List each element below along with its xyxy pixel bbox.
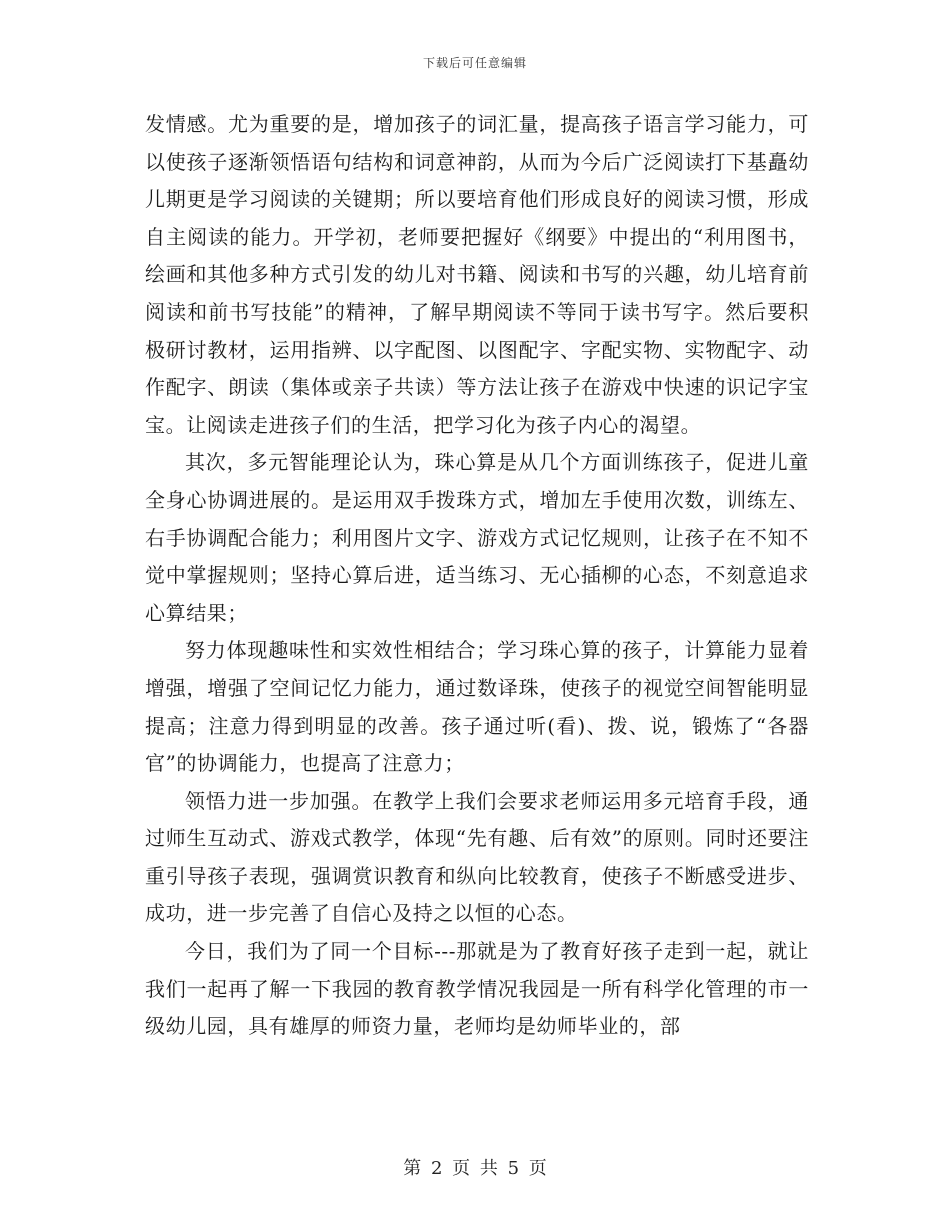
paragraph-5: 今日，我们为了同一个目标---那就是为了教育好孩子走到一起，就让我们一起再了解一下我园的教育教学情况我园是一所有科学化管理的市一级幼儿园，具有雄厚的师资力量，老师均是幼师毕业的，部 bbox=[145, 939, 809, 1039]
body-text bbox=[145, 106, 809, 1046]
paragraph-4: 领悟力进一步加强。在教学上我们会要求老师运用多元培育手段，通过师生互动式、游戏式教学，体现“先有趣、后有效”的原则。同时还要注重引导孩子表现，强调赏识教育和纵向比较教育，使孩子不断感受进步、成功，进一步完善了自信心及持之以恒的心态。 bbox=[145, 788, 809, 926]
paragraph-1: 发情感。尤为重要的是，增加孩子的词汇量，提高孩子语言学习能力，可以使孩子逐渐领悟语句结构和词意神韵，从而为今后广泛阅读打下基矗幼儿期更是学习阅读的关键期；所以要培育他们形成良好的阅读习惯，形成自主阅读的能力。开学初，老师要把握好《纲要》中提出的“利用图书，绘画和其他多种方式引发的幼儿对书籍、阅读和书写的兴趣，幼儿培育前阅读和前书写技能”的精神，了解早期阅读不等同于读书写字。然后要积极研讨教材，运用指辨、以字配图、以图配字、字配实物、实物配字、动作配字、朗读（集体或亲子共读）等方法让孩子在游戏中快速的识记字宝宝。让阅读走进孩子们的生活，把学习化为孩子内心的渴望。 bbox=[145, 112, 809, 437]
page-number: 第 2 页 共 5 页 bbox=[403, 1158, 547, 1179]
header-note: 下载后可任意编辑 bbox=[422, 56, 527, 70]
paragraph-2: 其次，多元智能理论认为，珠心算是从几个方面训练孩子，促进儿童全身心协调进展的。是运用双手拨珠方式，增加左手使用次数，训练左、右手协调配合能力；利用图片文字、游戏方式记忆规则，让孩子在不知不觉中掌握规则；坚持心算后进，适当练习、无心插柳的心态，不刻意追求心算结果； bbox=[145, 450, 809, 625]
paragraph-3: 努力体现趣味性和实效性相结合；学习珠心算的孩子，计算能力显着增强，增强了空间记忆力能力，通过数译珠，使孩子的视觉空间智能明显提高；注意力得到明显的改善。孩子通过听(看)、拨、说，锻炼了“各器官”的协调能力，也提高了注意力； bbox=[145, 638, 809, 776]
